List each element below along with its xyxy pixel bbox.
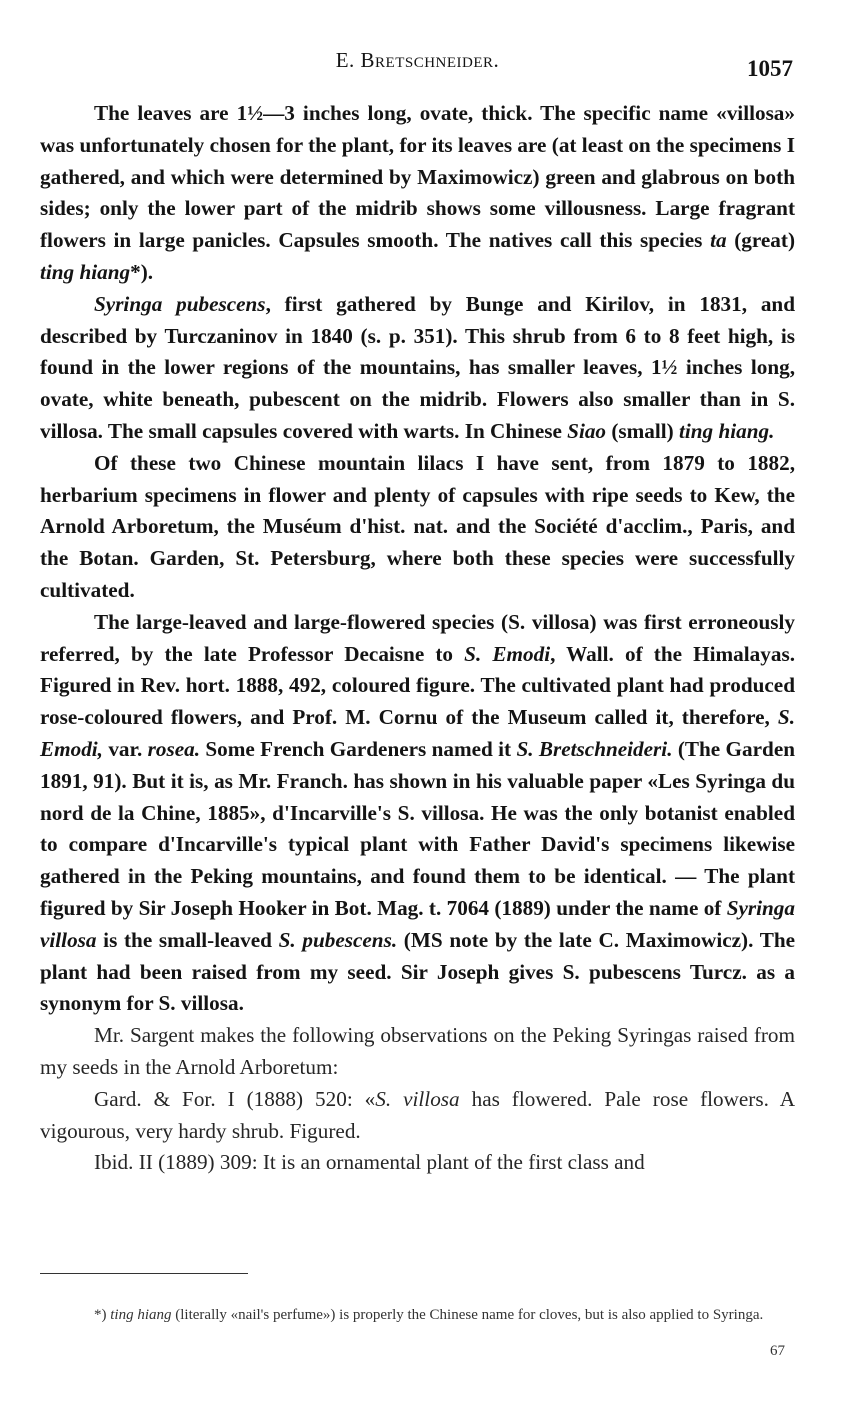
paragraph-nomenclature-history: [40, 607, 795, 1020]
paragraph-specimens-sent: [40, 448, 795, 607]
italic-text-segment: Siao: [567, 418, 607, 443]
text-segment: (literally «nail's perfume») is properly the Chinese name for cloves, but is also applied to Syringa.: [171, 1307, 764, 1323]
signature-mark: 67: [770, 1343, 785, 1359]
paragraph-sargent-observations: [40, 1020, 795, 1084]
text-segment: Some French Gardeners named it: [200, 736, 517, 761]
italic-text-segment: Syringa villosa: [40, 895, 795, 952]
text-segment: has flowered. Pale rose flowers. A vigourous, very hardy shrub. Figured.: [40, 1086, 795, 1143]
text-segment: , first gathered by Bunge and Kirilov, in 1831, and described by Turczaninov in 1840 (s. p. 351). This shrub from 6 to 8 feet high, is found in the lower regions of the mountains, has smaller leaves, 1½ inches long, ovate, white beneath, pubescent on the midrib. Flowers also smaller than in S. villosa. The small capsules covered with warts. In Chinese: [40, 291, 795, 443]
italic-text-segment: S. villosa: [375, 1086, 460, 1111]
text-segment: *).: [130, 259, 154, 284]
text-segment: Ibid. II (1889) 309: It is an ornamental plant of the first class and: [94, 1150, 645, 1175]
text-segment: Mr. Sargent makes the following observations on the Peking Syringas raised from my seeds in the Arnold Arboretum:: [40, 1023, 795, 1079]
footnote: [40, 1303, 795, 1327]
text-segment: is the small-leaved: [96, 927, 279, 952]
italic-text-segment: rosea.: [147, 736, 200, 761]
page-header: [40, 44, 795, 84]
text-segment: The large-leaved and large-flowered species (S. villosa) was first erroneously referred, by the late Professor Decaisne to: [40, 609, 795, 666]
italic-text-segment: S. Emodi,: [40, 705, 795, 761]
running-head: E. Bretschneider.: [335, 48, 500, 72]
text-segment: Gard. & For. I (1888) 520: «: [94, 1086, 376, 1111]
footnote-divider: [40, 1273, 248, 1274]
text-segment: (The Garden 1891, 91). But it is, as Mr. Franch. has shown in his valuable paper «Les Syringa du nord de la Chine, 1885», d'Incarville's S. villosa. He was the only botanist enabled to compare d'Incarville's typical plant with Father David's specimens likewise gathered in the Peking mountains, and found them to be identical. — The plant figured by Sir Joseph Hooker in Bot. Mag. t. 7064 (1889) under the name of: [40, 736, 796, 920]
text-segment: var.: [102, 736, 148, 761]
italic-text-segment: Syringa pubescens: [94, 291, 266, 316]
text-segment: (small): [606, 418, 679, 443]
italic-text-segment: ta: [710, 228, 727, 253]
italic-text-segment: ting hiang.: [679, 418, 775, 443]
text-segment: Of these two Chinese mountain lilacs I have sent, from 1879 to 1882, herbarium specimens in flower and plenty of capsules with ripe seeds to Kew, the Arnold Arboretum, the Muséum d'hist. nat. and the Société d'acclim., Paris, and the Botan. Garden, St. Petersburg, where both these species were successfully cultivated.: [40, 450, 795, 602]
italic-text-segment: ting hiang: [40, 259, 131, 284]
text-segment: (MS note by the late C. Maximowicz). The plant had been raised from my seed. Sir Joseph gives S. pubescens Turcz. as a synonym for S. villosa.: [40, 927, 796, 1016]
body-text: [40, 98, 795, 1179]
text-segment: *): [94, 1307, 111, 1323]
text-segment: , Wall. of the Himalayas. Figured in Rev. hort. 1888, 492, coloured figure. The cultivated plant had produced rose-coloured flowers, and Prof. M. Cornu of the Museum called it, therefore,: [40, 641, 795, 730]
italic-text-segment: S. pubescens.: [278, 927, 398, 952]
text-segment: (great): [726, 228, 796, 253]
paragraph-ibid: [40, 1147, 795, 1179]
page-number: 1057: [747, 56, 793, 81]
italic-text-segment: ting hiang: [110, 1307, 172, 1323]
paragraph-syringa-pubescens: [40, 289, 795, 448]
paragraph-villosa-leaves: [40, 98, 795, 289]
italic-text-segment: S. Bretschneideri.: [516, 736, 673, 761]
paragraph-gard-and-for: [40, 1084, 795, 1148]
italic-text-segment: S. Emodi: [464, 641, 551, 666]
text-segment: The leaves are 1½—3 inches long, ovate, thick. The specific name «villosa» was unfortunately chosen for the plant, for its leaves are (at least on the specimens I gathered, and which were determined by Maximowicz) green and glabrous on both sides; only the lower part of the midrib shows some villousness. Large fragrant flowers in large panicles. Capsules smooth. The natives call this species: [40, 101, 795, 253]
